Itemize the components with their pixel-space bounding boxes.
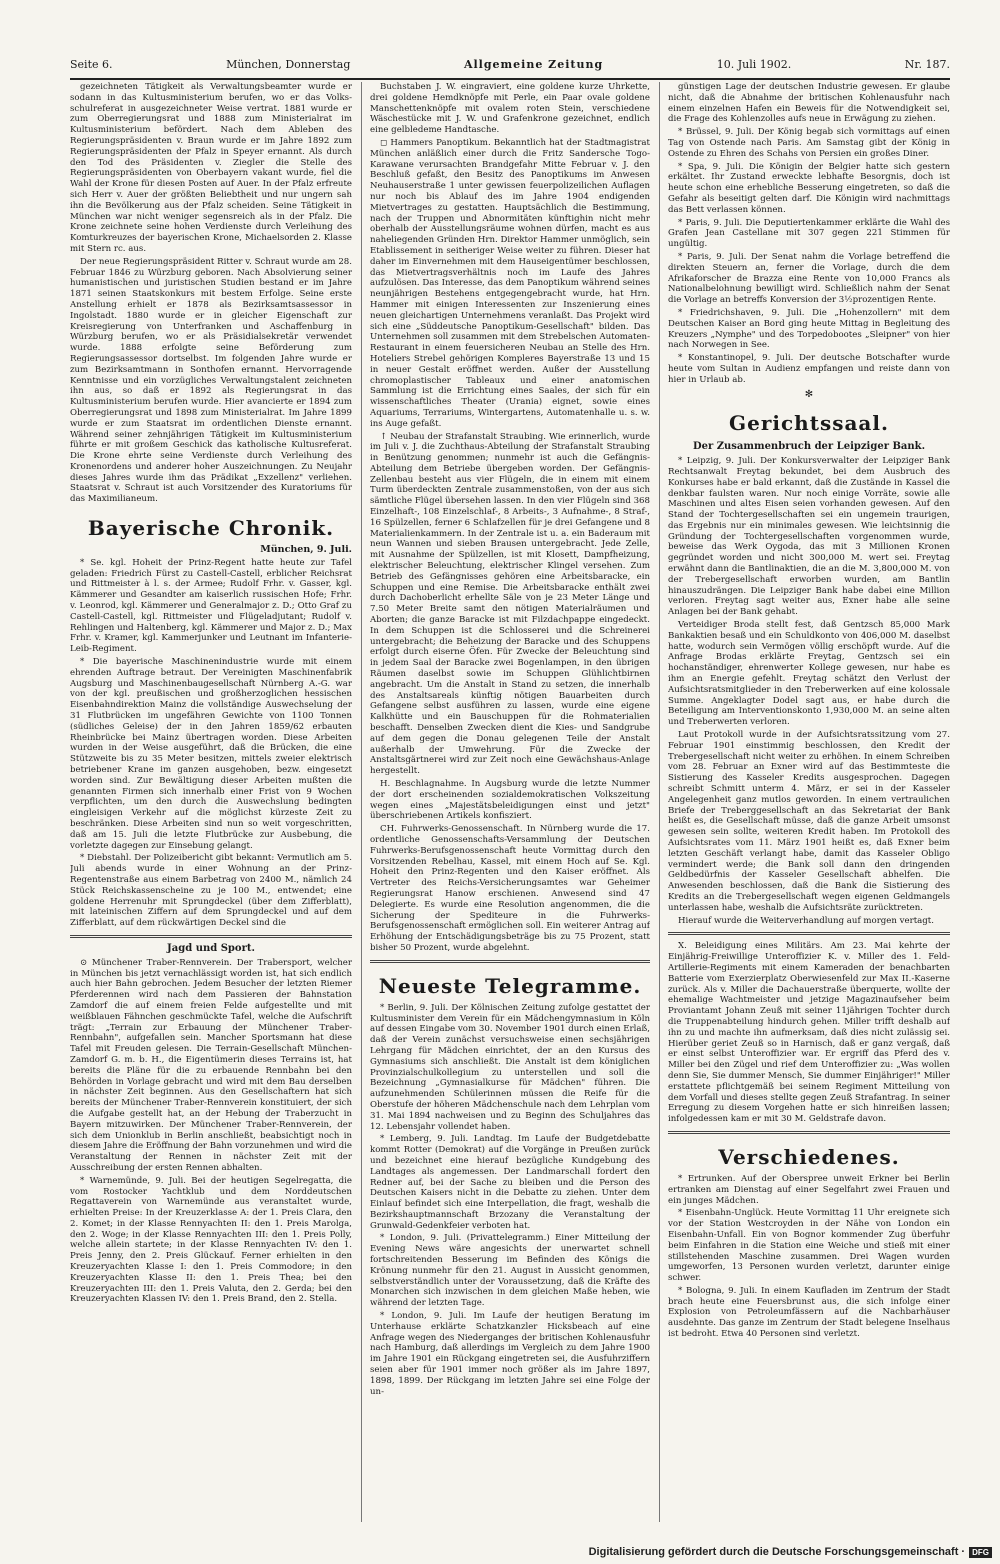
place-day: München, Donnerstag (226, 58, 351, 71)
paragraph: ↑ Neubau der Strafanstalt Straubing. Wie erinnerlich, wurde im Juli v. J. die Zuchthaus-Abteilung der Strafanstalt Straubing in Benützung genommen; nunmehr ist auch die Gefängnis-Abteilung dem Betriebe übergeben worden. Der Gefängnis-Zellenbau besteht aus vier Flügeln, die in einem mit einem Turm überdeckten Zentrale zusammenstoßen, von der aus sich sämtliche Flügel übersehen lassen. In den vier Flügeln sind 368 Einzelhaft-, 108 Einzelschlaf-, 8 Arbeits-, 3 Aufnahme-, 8 Straf-, 16 Spülzellen, ferner 6 Schlafzellen für je drei Gefangene und 8 Materialienkammern. In der Zentrale ist u. a. ein Baderaum mit neun Wannen und sieben Brausen untergebracht. Jede Zelle, mit Ausnahme der Spülzellen, ist mit Klosett, Dampfheizung, elektrischer Beleuchtung, elektrischer Klingel versehen. Zum Betrieb des Gefängnisses gehören eine Arbeitsbaracke, ein Schuppen und eine Remise. Die Arbeitsbaracke enthält zwei durch Dachoberlicht erhellte Säle von je 23 Meter Länge und 7.50 Meter Breite samt den nötigen Materialräumen und Aborten; die ganze Baracke ist mit Filzdachpappe eingedeckt. In dem Schuppen ist die Schlosserei und die Schreinerei untergebracht; die Beheizung der Baracke und des Schuppens erfolgt durch eiserne Öfen. Für Zwecke der Beleuchtung sind in jedem Saal der Baracke zwei Bogenlampen, in den übrigen Räumen daselbst sowie im Schuppen Glühlichtbirnen angebracht. Um die Anstalt in Stand zu setzen, die innerhalb des Anstaltsareals künftig nötigen Bauarbeiten durch Gefangene selbst ausführen zu lassen, wurde eine eigene Kalkhütte und ein Bauschuppen für die Rohmaterialien beschafft. Denselben Zwecken dient die Kies- und Sandgrube auf dem gegen die Donau gelegenen Teile der Anstalt außerhalb der Umwehrung. Für die Zwecke der Anstaltsgärtnerei wird zur Zeit noch eine Gewächshaus-Anlage hergestellt. (370, 431, 650, 777)
ornament-divider: ✻ (804, 388, 814, 400)
paragraph: * Spa, 9. Juli. Die Königin der Belgier hatte sich gestern erkältet. Ihr Zustand erweckte lebhafte Besorgnis, doch ist heute schon eine erhebliche Besserung eingetreten, so daß die Gefahr als beseitigt gelten darf. Die Königin wird nachmittags das Bett verlassen können. (668, 161, 950, 215)
paragraph: ⊙ Münchener Traber-Rennverein. Der Trabersport, welcher in München bis jetzt vernachlässigt worden ist, hat sich endlich auch hier Bahn gebrochen. Jedem Besucher der letzten Riemer Pferderennen wird nach dem Passieren der Bahnstation Zamdorf die auf einem freien Felde aufgestellte und mit weißblauen Fähnchen geschmückte Tafel, welche die Aufschrift trägt: „Terrain zur Erbauung der Münchener Traber-Rennbahn", aufgefallen sein. Mancher Sportsmann hat diese Tafel mit Freuden gelesen. Die Terrain-Gesellschaft München-Zamdorf G. m. b. H., die Eigentümerin dieses Terrains ist, hat bereits die Pläne für die zu erbauende Rennbahn bei den Behörden in Vorlage gebracht und wird mit dem Bau derselben in nächster Zeit beginnen. Aus den Gesellschaftern hat sich bereits der Münchener Traber-Rennverein konstituiert, der sich die Aufgabe gestellt hat, an der Hebung der Traberzucht in Bayern mitzuwirken. Der Münchener Traber-Rennverein, der sich dem Unionklub in Berlin anschließt, beabsichtigt noch in diesem Jahre die Eröffnung der Bahn vorzunehmen und wird die Veranstaltung der Rennen in nächster Zeit mit der Ausschreibung der ersten Rennen abhalten. (70, 957, 352, 1173)
issue-date: 10. Juli 1902. (716, 58, 792, 71)
paragraph: * Berlin, 9. Juli. Der Kölnischen Zeitung zufolge gestattet der Kultusminister dem Verein für ein Mädchengymnasium in Köln auf dessen Eingabe vom 30. November 1901 durch einen Erlaß, daß der Verein zunächst versuchsweise einen sechsjährigen Lehrgang für Mädchen einrichtet, der an den Kursus des Gymnasiums sich anschließt. Die Anstalt ist dem königlichen Provinzialschulkollegium zu unterstellen und soll die Bezeichnung „Gymnasialkurse für Mädchen" führen. Die aufzunehmenden Schülerinnen müssen die Reife für die Oberstufe der höheren Mädchenschule nach dem Lehrplan vom 31. Mai 1894 nachweisen und zu Beginn des Schuljahres das 12. Lebensjahr vollendet haben. (370, 1002, 650, 1132)
issue-number: Nr. 187. (904, 58, 950, 71)
paragraph: * Se. kgl. Hoheit der Prinz-Regent hatte heute zur Tafel geladen: Friedrich Fürst zu Castell-Castell, erblicher Reichsrat und Rittmeister à l. s. der Armee; Rudolf Frhr. v. Gasser, kgl. Kämmerer und Gesandter am kaiserlich russischen Hofe; Frhr. v. Leonrod, kgl. Kämmerer und Generalmajor z. D.; Otto Graf zu Castell-Castell, kgl. Rittmeister und Flügeladjutant; Rudolf v. Rehlingen und Haltenberg, kgl. Kämmerer und Major z. D.; Max Frhr. v. Kramer, kgl. Kammerjunker und Leutnant im Infanterie-Leib-Regiment. (70, 557, 352, 655)
paragraph: * London, 9. Juli. Im Laufe der heutigen Beratung im Unterhause erklärte Schatzkanzler Hicksbeach auf eine Anfrage wegen des Niederganges der britischen Kohlenausfuhr nach Hamburg, daß allerdings im Vergleich zu dem Jahre 1900 im Jahre 1901 ein Rückgang eingetreten sei, die Ausfuhrziffern seien aber für 1901 immer noch größer als im Jahre 1897, 1898, 1899. Der Rückgang im letzten Jahre sei eine Folge der un- (370, 1311, 650, 1397)
section-separator (668, 932, 950, 935)
paragraph: Der neue Regierungspräsident Ritter v. Schraut wurde am 28. Februar 1846 zu Würzburg geboren. Nach Absolvierung seiner humanistischen und juristischen Studien bestand er im Jahre 1871 seinen Staatskonkurs mit bestem Erfolge. Seine erste Anstellung erhielt er 1878 als Bezirksamtsassessor in Ingolstadt. 1880 wurde er in gleicher Eigenschaft zur Kreisregierung von Unterfranken und Aschaffenburg in Würzburg berufen, wo er als Präsidialsekretär verwendet wurde. 1888 erfolgte seine Beförderung zum Regierungsassessor dortselbst. Im folgenden Jahre wurde er zum Bezirksamtmann in Sonthofen ernannt. Hervorragende Kenntnisse und ein vorzügliches Verwaltungstalent zeichneten ihn aus, so daß er 1892 als Regierungsrat in das Kultusministerium berufen wurde. Hier avancierte er 1894 zum Oberregierungsrat und 1898 zum Ministerialrat. Im Jahre 1899 wurde er zum Staatsrat im ordentlichen Dienste ernannt. Während seiner zehnjährigen Tätigkeit im Kultusministerium führte er mit großem Geschick das katholische Kultusreferat. Die Krone ehrte seine Verdienste durch Verleihung des Kronenordens und anderer hoher Auszeichnungen. Zu Neujahr dieses Jahres wurde ihm das Prädikat „Exzellenz" verliehen. Staatsrat v. Schraut ist auch Vorsitzender des Kuratoriums für das Maximilianeum. (70, 256, 352, 505)
credit-text: Digitalisierung gefördert durch die Deutsche Forschungsgemeinschaft · (588, 1546, 966, 1558)
paragraph: Verteidiger Broda stellt fest, daß Gentzsch 85,000 Mark Bankaktien besaß und ein Schuldkonto von 406,000 M. daselbst hatte, wodurch sein Vermögen völlig erschöpft wurde. Auf die Anfrage Brodas erklärte Freytag, Gentzsch sei ein hochanständiger, ehrenwerter Kollege gewesen, nur habe es ihm an Energie gefehlt. Freytag schätzt den Verlust der Aufsichtsratsmitglieder in den Treberwerken auf eine kolossale Summe. Angeklagter Dodel sagt aus, er habe durch die Beteiligung am Interventionskonto 1,930,000 M. an seine alten und Treberwerten verloren. (668, 620, 950, 728)
newspaper-title: Allgemeine Zeitung (463, 58, 604, 71)
dfg-logo-badge: DFG (969, 1547, 992, 1558)
section-heading: Verschiedenes. (718, 1144, 900, 1169)
paragraph: * Warnemünde, 9. Juli. Bei der heutigen Segelregatta, die vom Rostocker Yachtklub und dem Norddeutschen Regattaverein von Warnemünde aus veranstaltet wurde, erhielten Preise: In der Kreuzerklasse A: der 1. Preis Clara, den 2. Komet; in der Klasse Rennyachten II: den 1. Preis Marolga, den 2. Woge; in der Klasse Rennyachten III: den 1. Preis Polly, welche allein startete; in der Klasse Rennyachten IV: den 1. Preis Jenny, den 2. Preis Glückauf. Ferner erhielten in den Kreuzeryachten Klasse I: den 1. Preis Commodore; in den Kreuzeryachten Klasse II: den 1. Preis Thea; bei den Kreuzeryachten III: den 1. Preis Valuta, den 2. Gerda; bei den Kreuzeryachten Klassen IV: den 1. Preis Brand, den 2. Stella. (70, 1175, 352, 1305)
page-number: Seite 6. (70, 58, 113, 71)
paragraph: Buchstaben J. W. eingraviert, eine goldene kurze Uhrkette, drei goldene Hemdknöpfe mit Perle, ein Paar ovale goldene Manschettenknöpfe mit ovalem roten Stein, verschiedene Wäschestücke mit J. W. und Grafenkrone gezeichnet, endlich eine gelbledeme Handtasche. (370, 82, 650, 136)
section-separator (70, 935, 352, 938)
paragraph: * Bologna, 9. Juli. In einem Kaufladen im Zentrum der Stadt brach heute eine Feuersbrunst aus, die sich infolge einer Explosion von Petroleumfässern auf die Nachbarhäuser ausdehnte. Das ganze im Zentrum der Stadt belegene Inselhaus ist bedroht. Etwa 40 Personen sind verletzt. (668, 1285, 950, 1340)
paragraph: * Friedrichshaven, 9. Juli. Die „Hohenzollern" mit dem Deutschen Kaiser an Bord ging heute Mittag in Begleitung des Kreuzers „Nymphe" und des Torpedobootes „Sleipner" von hier nach Norwegen in See. (668, 307, 950, 351)
section-heading: Neueste Telegramme. (378, 973, 642, 998)
paragraph: * Die bayerische Maschinenindustrie wurde mit einem ehrenden Auftrage betraut. Der Vereinigten Maschinenfabrik Augsburg und Maschinenbaugesellschaft Nürnberg A.-G. war von der kgl. preußischen und großherzoglichen hessischen Eisenbahndirektion Mainz die vollständige Auswechselung der 31 Flutbrücken im ungefähren Gewichte von 1100 Tonnen (südliches Geleise) der in den Jahren 1859/62 erbauten Rheinbrücke bei Mainz übertragen worden. Diese Arbeiten wurden in der Weise ausgeführt, daß die Brücken, die eine Stützweite bis zu 35 Meter besitzen, mittels zweier elektrisch betriebener Krane im ganzen ausgehoben, bezw. eingesetzt worden sind. Zur Bewältigung dieser Arbeiten mußten die genannten Firmen sich innerhalb einer Frist von 9 Wochen verpflichten, um den durch die Auswechslung bedingten eingleisigen Verkehr auf die möglichst kürzeste Zeit zu beschränken. Diese Arbeiten sind nun so weit vorgeschritten, daß am 15. Juli die letzte Flutbrücke zur Ausbebung, die vorletzte dagegen zur Einsebung gelangt. (70, 657, 352, 851)
paragraph: * Lemberg, 9. Juli. Landtag. Im Laufe der Budgetdebatte kommt Rotter (Demokrat) auf die Vorgänge in Preußen zurück und bezeichnet eine hierauf bezügliche Kundgebung des Landtages als angemessen. Der Landmarschall fordert den Redner auf, bei der Sache zu bleiben und die Person des Deutschen Kaisers nicht in die Debatte zu ziehen. Unter dem Einlauf befindet sich eine Interpellation, die fragt, weshalb die Bezirkshauptmannschaft Brzozany die Veranstaltung der Grunwald-Gedenkfeier verboten hat. (370, 1134, 650, 1231)
column-rule (659, 82, 660, 1522)
column-1 (70, 82, 352, 1522)
paragraph: * Paris, 9. Juli. Die Deputiertenkammer erklärte die Wahl des Grafen Jean Castellane mit 307 gegen 221 Stimmen für ungültig. (668, 217, 950, 250)
paragraph: * Ertrunken. Auf der Oberspree unweit Erkner bei Berlin ertranken am Dienstag auf einer Segelfahrt zwei Frauen und ein junges Mädchen. (668, 1173, 950, 1206)
columns (70, 82, 950, 1532)
paragraph: * Eisenbahn-Unglück. Heute Vormittag 11 Uhr ereignete sich vor der Station Westcroyden in der Nähe von London ein Eisenbahn-Unfall. Ein von Bognor kommender Zug überfuhr beim Einfahren in die Station eine Weiche und stieß mit einer stillstehenden Maschine zusammen. Drei Wagen wurden umgeworfen, 13 Personen wurden verletzt, darunter einige schwer. (668, 1208, 950, 1284)
column-rule (361, 82, 362, 1522)
column-3 (668, 82, 950, 1522)
paragraph: * Konstantinopel, 9. Juli. Der deutsche Botschafter wurde heute vom Sultan in Audienz empfangen und reiste dann von hier in Urlaub ab. (668, 353, 950, 385)
page-header (70, 58, 950, 80)
paragraph: gezeichneten Tätigkeit als Verwaltungsbeamter wurde er sodann in das Kultusministerium berufen, wo er das Volks-schulreferat in ausgezeichneter Weise vertrat. 1881 wurde er zum Oberregierungsrat und 1888 zum Ministerialrat im Kultusministerium befördert. Nach dem Ableben des Regierungspräsidenten v. Braun wurde er im Jahre 1892 zum Regierungspräsidenten der Pfalz in Speyer ernannt. Als durch den Tod des Präsidenten v. Ziegler die Stelle des Regierungspräsidenten von Oberbayern vakant wurde, fiel die Wahl der Krone für diesen Posten auf Auer. In der Pfalz erfreute sich Herr v. Auer der größten Beliebtheit und nur ungern sah ihn die Bevölkerung aus der Pfalz scheiden. Seine Tätigkeit in München war nicht weniger segensreich als in der Pfalz. Die Krone zeichnete seine hohen Verdienste durch Verleihung des Komturkreuzes der bayerischen Krone, Michaelsorden 2. Klasse mit Stern rc. aus. (70, 82, 352, 254)
paragraph: * Paris, 9. Juli. Der Senat nahm die Vorlage betreffend die direkten Steuern an, ferner die Vorlage, durch die dem Afrikaforscher de Brazza eine Rente von 10,000 Francs als Nationalbelohnung bewilligt wird. Schließlich nahm der Senat die Vorlage an betreffs Konversion der 3½prozentigen Rente. (668, 251, 950, 306)
dateline: München, 9. Juli. (260, 544, 352, 556)
section-heading: Bayerische Chronik. (87, 516, 335, 541)
subsection-heading: Der Zusammenbruch der Leipziger Bank. (692, 441, 926, 453)
paragraph: * London, 9. Juli. (Privattelegramm.) Einer Mitteilung der Evening News wäre angesichts der unerwartet schnell fortschreitenden Besserung im Befinden des Königs die Krönung nunmehr für den 21. August in Aussicht genommen, selbstverständlich unter der Voraussetzung, daß die Kräfte des Monarchen sich inzwischen in dem gleichen Maße heben, wie während der letzten Tage. (370, 1233, 650, 1309)
digitization-credit (589, 1546, 992, 1558)
paragraph: X. Beleidigung eines Militärs. Am 23. Mai kehrte der Einjährig-Freiwillige Unteroffizier K. v. Miller des 1. Feld-Artillerie-Regiments mit einem Kameraden der benachbarten Batterie vom Exerzierplatz Oberwiesenfeld zur Max II.-Kaserne zurück. Als v. Miller die Dachauerstraße überquerte, wollte der ehemalige Wachtmeister und jetzige Magazinaufseher beim Proviantamt Johann Zeuß mit seiner 11jährigen Tochter durch die Truppenabteilung hindurch gehen. Miller trifft deshalb auf ihn zu und machte ihn aufmerksam, daß dies nicht zulässig sei. Hierüber geriet Zeuß so in Harnisch, daß er ganz vergaß, daß er einst selbst Unteroffizier war. Er ergriff das Pferd des v. Miller bei den Zügel und rief dem Unteroffizier zu: „Was wollen denn Sie, Sie dummer Mensch, Sie dummer Einjähriger!" Miller erstattete pflichtgemäß bei seinem Regiment Mitteilung von dem Vorfall und dieses stellte gegen Zeuß Strafantrag. In seiner Erregung zu diesem Vorgehen hatte er sich hinreißen lassen; infolgedessen kam er mit 30 M. Geldstrafe davon. (668, 941, 950, 1125)
subsection-heading: Jagd und Sport. (167, 942, 255, 954)
section-separator (668, 1131, 950, 1134)
section-separator (370, 960, 650, 963)
paragraph: * Diebstahl. Der Polizeibericht gibt bekannt: Vermutlich am 5. Juli abends wurde in einer Wohnung an der Prinz-Regentenstraße aus einem Barbetrag von 2400 M., nämlich 24 Stück Reichskassenscheine zu je 100 M., entwendet; eine goldene Herrenuhr mit Sprungdeckel (über dem Zifferblatt), mit lateinischen Ziffern auf dem Sprungdeckel und auf dem Zifferblatt, auf dem rückwärtigen Deckel sind die (70, 853, 352, 929)
paragraph: CH. Fuhrwerks-Genossenschaft. In Nürnberg wurde die 17. ordentliche Genossenschafts-Versammlung der Deutschen Fuhrwerks-Berufsgenossenschaft heute Vormittag durch den Vorsitzenden Rebelhau, Kassel, mit einem Hoch auf Se. Kgl. Hoheit den Prinz-Regenten und den Kaiser eröffnet. Als Vertreter des Reichs-Versicherungsamtes war Geheimer Regierungsrat Hanow erschienen. Anwesend sind 47 Delegierte. Es wurde eine Resolution angenommen, die die Sicherung der Spediteure in die Fuhrwerks-Berufsgenossenschaft ermöglichen soll. Ein weiterer Antrag auf Erhöhung der Entschädigungsbeträge bis zu 75 Prozent, statt bisher 50 Prozent, wurde abgelehnt. (370, 824, 650, 953)
column-2 (370, 82, 650, 1522)
paragraph: ◻ Hammers Panoptikum. Bekanntlich hat der Stadtmagistrat München anläßlich einer durch die Fritz Sandersche Togo-Karawane verursachten Brandgefahr Mitte Februar v. J. den Beschluß gefaßt, den Besitz des Panoptikums im Anwesen Neuhauserstraße 1 unter gewissen feuerpolizeilichen Auflagen nur noch bis Ablauf des im Jahre 1904 endigenden Mietvertrages zu gestatten. Hauptsächlich die Bestimmung, nach der Truppen und Abnormitäten künftighin nicht mehr oberhalb der Ausstellungsräume wohnen dürfen, macht es aus naheliegenden Gründen Hrn. Direktor Hammer unmöglich, sein Etablissement in seitheriger Weise weiter zu führen. Dieser hat daher im Einvernehmen mit dem Hauseigentümer beschlossen, das Mietvertragsverhältnis noch im Laufe des Jahres aufzulösen. Das Interesse, das dem Panoptikum während seines neunjährigen Bestehens entgegengebracht wurde, hat Hrn. Hammer mit einigen Interessenten zur Inszenierung eines neuen gleichartigen Unternehmens veranlaßt. Das Projekt wird sich eine „Süddeutsche Panoptikum-Gesellschaft" bilden. Das Unternehmen soll zusammen mit dem Strebelschen Automaten-Restaurant in einem feuersicheren Neubau an Stelle des Hrn. Hoteliers Strebel gehörigen Kompleres Bayerstraße 13 und 15 in neuer Gestalt eröffnet werden. Außer der Ausstellung chromoplastischer Tableaux und einer anatomischen Sammlung ist die Errichtung eines Saales, der sich für ein wissenschaftliches Theater (Urania) eignet, sowie eines Aquariums, Terrariums, Wintergartens, Automatenhalle u. s. w. ins Auge gefaßt. (370, 137, 650, 429)
paragraph: * Leipzig, 9. Juli. Der Konkursverwalter der Leipziger Bank Rechtsanwalt Freytag bekundet, bei dem Ausbruch des Konkurses habe er bald erkannt, daß die Zustände in Kassel die denkbar faulsten waren. Nur noch einige Vorräte, sowie alle Maschinen und altes Eisen seien vorhanden gewesen. Auf den Stand der Tochtergesellschaften sei ein ungemein traurigen, das Ergebnis nur ein minimales gewesen. Wie leichtsinnig die Gründung der Tochtergesellschaften vorgenommen wurde, beweise das Werk Oygoda, das mit 3 Millionen Kronen gegründet worden und nicht 300,000 M. wert sei. Freytag erwähnt dann die Bantlinaktien, die an die M. 3,800,000 M. von der Trebergesellschaft erworben wurden, am Bantlin hinauszudrängen. Die Leipziger Bank habe dabei eine Million verloren. Freytag sagt weiter aus, Exner habe alle seine Anlagen bei der Bank gehabt. (668, 456, 950, 618)
paragraph: günstigen Lage der deutschen Industrie gewesen. Er glaube nicht, daß die Abnahme der britischen Kohlenausfuhr nach einem einzelnen Hafen ein Beweis für die Notwendigkeit sei, die Frage des Kohlenzolles aufs neue in Erwägung zu ziehen. (668, 82, 950, 125)
section-heading: Gerichtssaal. (729, 411, 889, 436)
paragraph: H. Beschlagnahme. In Augsburg wurde die letzte Nummer der dort erscheinenden sozialdemokratischen Volkszeitung wegen eines „Majestätsbeleidigungen einst und jetzt" überschriebenen Artikels konfisziert. (370, 779, 650, 822)
paragraph: Hierauf wurde die Weiterverhandlung auf morgen vertagt. (678, 915, 934, 926)
paragraph: * Brüssel, 9. Juli. Der König begab sich vormittags auf einen Tag von Ostende nach Paris. Am Samstag gibt der König in Ostende zu Ehren des Schahs von Persien ein großes Diner. (668, 127, 950, 159)
paragraph: Laut Protokoll wurde in der Aufsichtsratssitzung vom 27. Februar 1901 einstimmig beschlossen, den Kredit der Trebergesellschaft nicht weiter zu erhöhen. In einem Schreiben vom 28. Februar an Exner wird auf das Bestimmteste die Sistierung des Kasseler Kredits ausgesprochen. Dagegen schreibt Schmitt unterm 4. März, er sei in der Kasseler Angelegenheit ganz mutlos geworden. In einem vertraulichen Briefe der Treberggesellschaft an das Sekretariat der Bank heißt es, die Gesellschaft müsse, daß die ganze Arbeit umsonst gewesen sein sollte, weiteren Kredit haben. Im Protokoll des Aufsichtsrates vom 11. März 1901 heißt es, daß Exner beim letzten Geschäft verlangt habe, damit das Kasseler Obligo vermindert werde; die Bank soll dann den dringenden Geldbedürfnis der Kasseler Gesellschaft abhelfen. Die Anwesenden beschlossen, daß die Bank die Sistierung des Kredits an die Trebergesellschaft wegen eigenen Geldmangels unterlassen habe, weshalb die Aufsichtsräte zurücktreten. (668, 730, 950, 913)
